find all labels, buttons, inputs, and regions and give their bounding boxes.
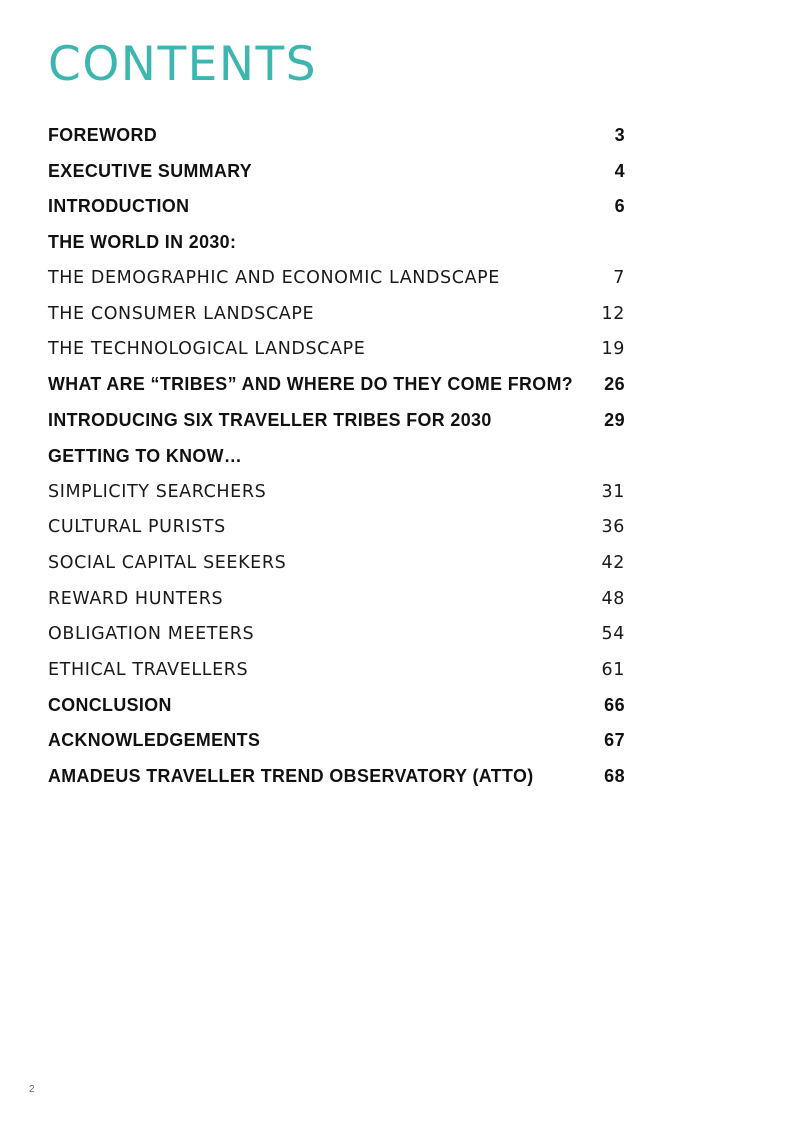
toc-entry-label: ACKNOWLEDGEMENTS <box>48 730 261 751</box>
toc-entry-page: 19 <box>601 339 625 360</box>
toc-entry-page: 4 <box>614 160 625 181</box>
toc-entry-label: THE TECHNOLOGICAL LANDSCAPE <box>48 339 366 360</box>
toc-entry-page: 31 <box>601 481 625 502</box>
toc-entry-label: GETTING TO KNOW… <box>48 445 243 466</box>
toc-entry-page: 42 <box>601 552 625 573</box>
toc-entry-page: 54 <box>601 624 625 645</box>
toc-entry-page: 6 <box>614 196 625 217</box>
toc-entry-label: FOREWORD <box>48 125 158 146</box>
toc-entry-label: SIMPLICITY SEARCHERS <box>48 481 267 502</box>
toc-entry-label: REWARD HUNTERS <box>48 588 224 609</box>
toc-entry-acknowledgements[interactable] <box>48 723 627 759</box>
toc-entry-label: AMADEUS TRAVELLER TREND OBSERVATORY (ATTO) <box>48 765 534 786</box>
toc-entry-label: THE WORLD IN 2030: <box>48 232 237 253</box>
toc-entry-label: OBLIGATION MEETERS <box>48 624 255 645</box>
toc-entry-page: 12 <box>601 303 625 324</box>
toc-entry-foreword[interactable] <box>48 118 627 154</box>
toc-entry-cultural-purists[interactable] <box>48 510 627 546</box>
toc-heading-world-in-2030 <box>48 225 627 261</box>
toc-entry-label: THE DEMOGRAPHIC AND ECONOMIC LANDSCAPE <box>48 268 500 289</box>
toc-entry-simplicity-searchers[interactable] <box>48 474 627 510</box>
toc-entry-page: 67 <box>604 730 625 751</box>
toc-entry-label: CULTURAL PURISTS <box>48 517 226 538</box>
toc-entry-introducing-six-tribes[interactable] <box>48 403 627 439</box>
toc-entry-label: EXECUTIVE SUMMARY <box>48 160 253 181</box>
toc-entry-executive-summary[interactable] <box>48 154 627 190</box>
toc-entry-obligation-meeters[interactable] <box>48 616 627 652</box>
toc-entry-label: INTRODUCTION <box>48 196 190 217</box>
toc-entry-technological-landscape[interactable] <box>48 332 627 368</box>
toc-entry-ethical-travellers[interactable] <box>48 652 627 688</box>
toc-heading-getting-to-know <box>48 438 627 474</box>
toc-entry-page: 3 <box>614 125 625 146</box>
toc-entry-page: 66 <box>604 694 625 715</box>
toc-entry-label: ETHICAL TRAVELLERS <box>48 659 249 680</box>
page-number: 2 <box>29 1084 35 1095</box>
toc-entry-label: THE CONSUMER LANDSCAPE <box>48 303 315 324</box>
toc-entry-social-capital-seekers[interactable] <box>48 545 627 581</box>
table-of-contents <box>48 118 627 794</box>
toc-entry-what-are-tribes[interactable] <box>48 367 627 403</box>
toc-entry-page: 36 <box>601 517 625 538</box>
toc-entry-page: 68 <box>604 765 625 786</box>
toc-entry-page: 61 <box>601 659 625 680</box>
toc-entry-reward-hunters[interactable] <box>48 581 627 617</box>
page-title: CONTENTS <box>48 37 318 92</box>
toc-entry-page: 7 <box>613 268 625 289</box>
toc-entry-label: WHAT ARE “TRIBES” AND WHERE DO THEY COME FROM? <box>48 374 574 395</box>
toc-entry-page: 29 <box>604 410 625 431</box>
toc-entry-label: INTRODUCING SIX TRAVELLER TRIBES FOR 2030 <box>48 410 492 431</box>
toc-entry-page: 48 <box>601 588 625 609</box>
toc-entry-introduction[interactable] <box>48 189 627 225</box>
toc-entry-label: SOCIAL CAPITAL SEEKERS <box>48 552 287 573</box>
toc-entry-label: CONCLUSION <box>48 694 172 715</box>
toc-entry-consumer-landscape[interactable] <box>48 296 627 332</box>
toc-entry-demographic-economic-landscape[interactable] <box>48 260 627 296</box>
toc-entry-conclusion[interactable] <box>48 688 627 724</box>
toc-entry-atto[interactable] <box>48 759 627 795</box>
toc-entry-page: 26 <box>604 374 625 395</box>
